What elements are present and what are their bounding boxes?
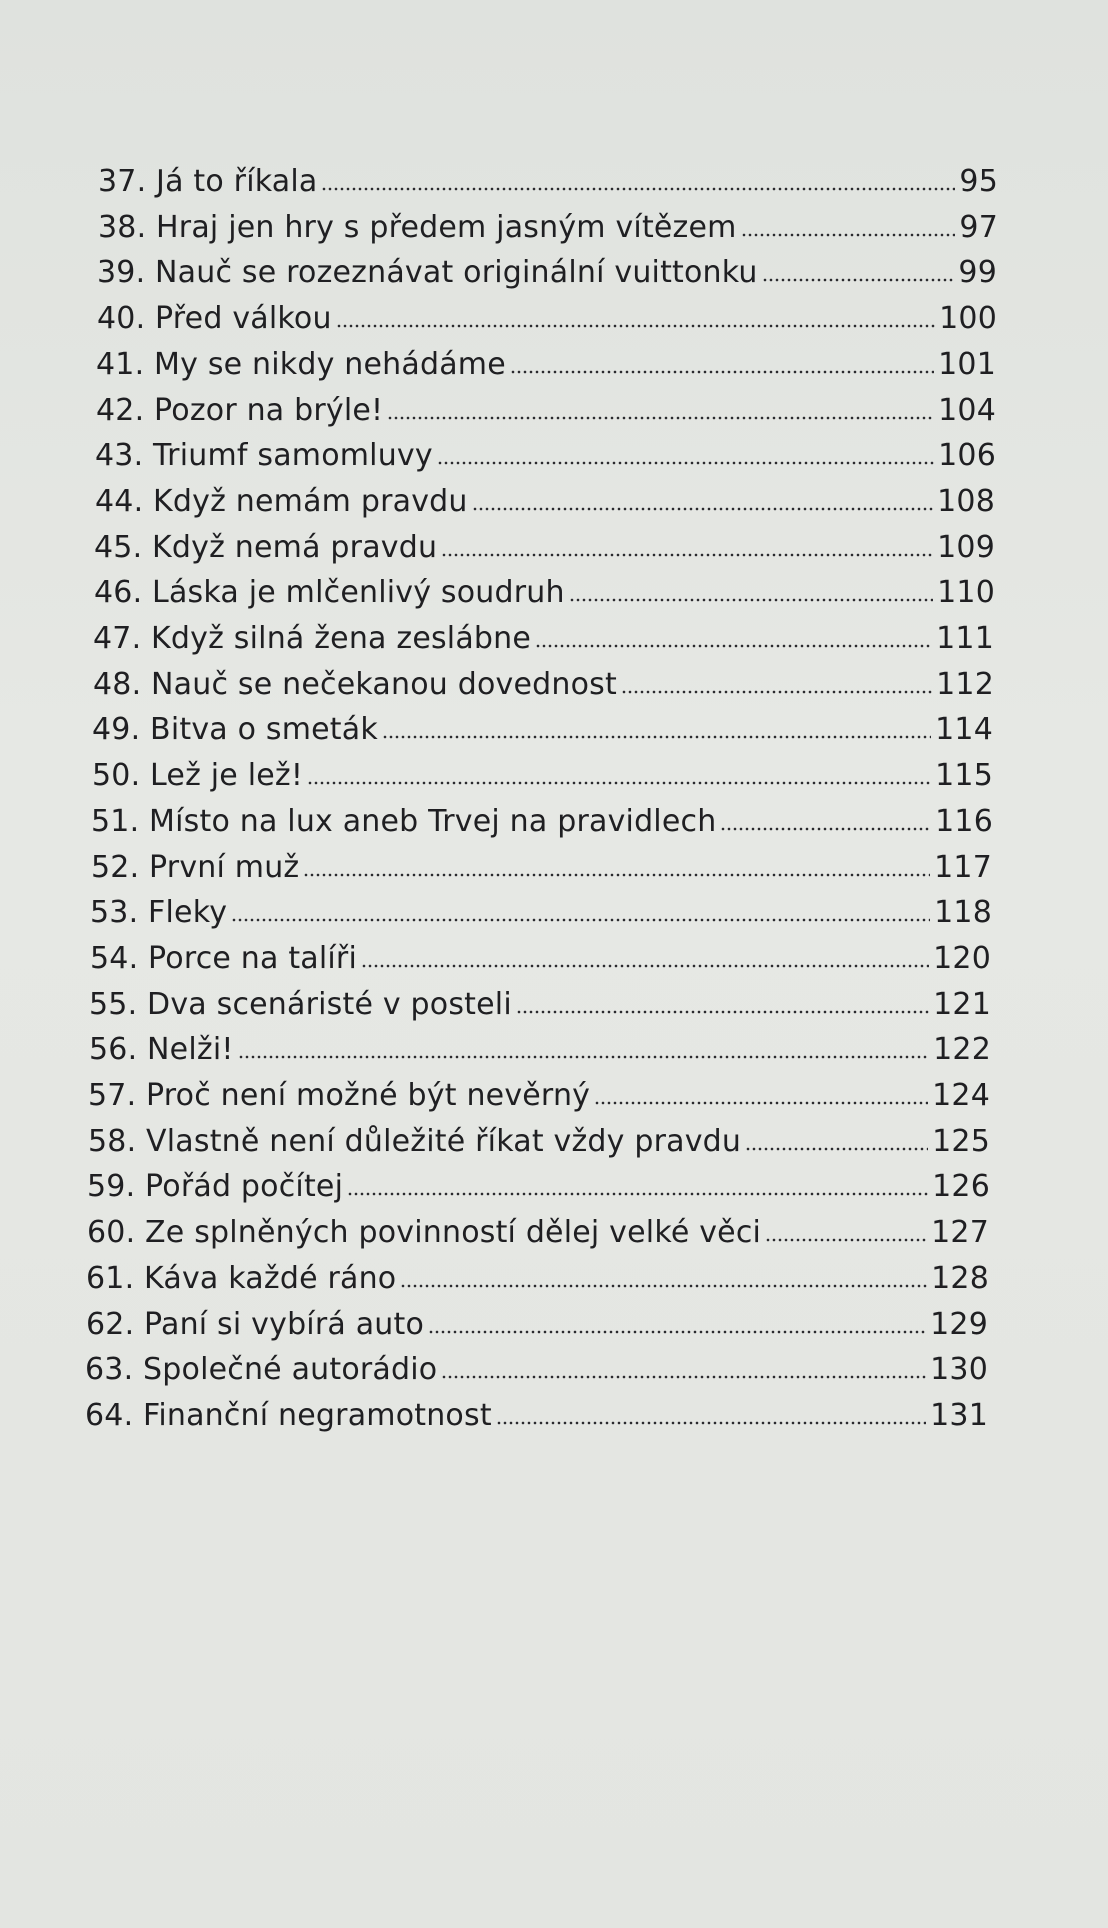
toc-entry-page-number: 106 xyxy=(938,438,996,473)
toc-entry-page-number: 110 xyxy=(937,575,995,610)
toc-entry xyxy=(98,154,998,200)
toc-entry xyxy=(87,1159,990,1205)
toc-entry-page-number: 115 xyxy=(935,758,993,793)
toc-entry-page-number: 108 xyxy=(937,484,995,519)
toc-entry-page-number: 128 xyxy=(931,1261,989,1296)
dot-leader xyxy=(741,231,956,239)
toc-entry xyxy=(88,1114,990,1160)
toc-entry-title: 48. Nauč se nečekanou dovednost xyxy=(93,667,617,702)
dot-leader xyxy=(762,276,955,284)
toc-entry-title: 60. Ze splněných povinností dělej velké věci xyxy=(87,1215,762,1250)
dot-leader xyxy=(382,733,931,741)
dot-leader xyxy=(472,505,934,513)
toc-entry-title: 56. Nelži! xyxy=(89,1032,234,1067)
dot-leader xyxy=(400,1282,927,1290)
toc-entry-page-number: 122 xyxy=(933,1032,991,1067)
toc-entry-page-number: 124 xyxy=(932,1078,990,1113)
toc-entry-page-number: 112 xyxy=(936,667,994,702)
dot-leader xyxy=(516,1008,929,1016)
toc-entry-title: 49. Bitva o smeták xyxy=(92,712,378,747)
toc-entry xyxy=(93,657,994,703)
toc-entry-title: 42. Pozor na brýle! xyxy=(96,393,384,428)
toc-entry xyxy=(91,794,993,840)
toc-entry-title: 52. První muž xyxy=(91,850,300,885)
toc-entry xyxy=(85,1388,988,1434)
toc-entry-page-number: 117 xyxy=(934,850,992,885)
toc-entry xyxy=(92,702,993,748)
toc-entry xyxy=(86,1297,988,1343)
toc-entry xyxy=(86,1251,989,1297)
toc-entry xyxy=(89,977,991,1023)
toc-entry-page-number: 104 xyxy=(938,393,996,428)
toc-entry xyxy=(94,520,995,566)
toc-entry-page-number: 97 xyxy=(959,210,998,245)
dot-leader xyxy=(441,1373,926,1381)
toc-entry-page-number: 126 xyxy=(932,1169,990,1204)
toc-entry-title: 58. Vlastně není důležité říkat vždy pravdu xyxy=(88,1124,742,1159)
toc-entry-title: 38. Hraj jen hry s předem jasným vítězem xyxy=(98,210,737,245)
toc-entry xyxy=(92,748,993,794)
dot-leader xyxy=(231,916,930,924)
toc-entry-title: 46. Láska je mlčenlivý soudruh xyxy=(94,575,565,610)
toc-entry-title: 57. Proč není možné být nevěrný xyxy=(88,1078,591,1113)
dot-leader xyxy=(336,322,935,330)
toc-entry xyxy=(95,474,995,520)
dot-leader xyxy=(510,368,934,376)
toc-entry-page-number: 129 xyxy=(930,1307,988,1342)
toc-entry xyxy=(97,291,997,337)
toc-entry xyxy=(88,1068,990,1114)
toc-entry-page-number: 118 xyxy=(934,895,992,930)
dot-leader xyxy=(765,1236,927,1244)
toc-entry xyxy=(96,337,996,383)
dot-leader xyxy=(321,185,955,193)
toc-entry-page-number: 116 xyxy=(935,804,993,839)
toc-entry-title: 53. Fleky xyxy=(90,895,228,930)
toc-entry-title: 64. Finanční negramotnost xyxy=(85,1398,492,1433)
toc-entry-title: 47. Když silná žena zeslábne xyxy=(93,621,532,656)
toc-entry-title: 61. Káva každé ráno xyxy=(86,1261,397,1296)
toc-entry-title: 54. Porce na talíři xyxy=(90,941,358,976)
dot-leader xyxy=(347,1190,928,1198)
toc-entry-title: 63. Společné autorádio xyxy=(85,1352,438,1387)
toc-entry xyxy=(85,1342,988,1388)
toc-entry-title: 43. Triumf samomluvy xyxy=(95,438,433,473)
dot-leader xyxy=(428,1328,926,1336)
toc-entry xyxy=(95,428,996,474)
dot-leader xyxy=(496,1419,926,1427)
toc-entry-page-number: 114 xyxy=(935,712,993,747)
dot-leader xyxy=(303,871,930,879)
dot-leader xyxy=(441,551,933,559)
toc-entry-title: 40. Před válkou xyxy=(97,301,332,336)
toc-entry xyxy=(93,611,994,657)
toc-entry xyxy=(89,1022,991,1068)
toc-entry-page-number: 95 xyxy=(959,164,998,199)
dot-leader xyxy=(361,962,929,970)
toc-entry xyxy=(87,1205,989,1251)
toc-entry-title: 50. Lež je lež! xyxy=(92,758,304,793)
toc-entry-page-number: 131 xyxy=(930,1398,988,1433)
toc-entry xyxy=(97,245,997,291)
toc-entry-title: 45. Když nemá pravdu xyxy=(94,530,438,565)
toc-entry-title: 62. Paní si vybírá auto xyxy=(86,1307,425,1342)
dot-leader xyxy=(238,1053,930,1061)
toc-entry xyxy=(94,565,995,611)
toc-entry-title: 55. Dva scenáristé v posteli xyxy=(89,987,512,1022)
toc-entry xyxy=(91,840,992,886)
toc-entry-page-number: 111 xyxy=(936,621,994,656)
toc-entry xyxy=(96,383,996,429)
toc-entry-title: 37. Já to říkala xyxy=(98,164,318,199)
toc-entry-page-number: 109 xyxy=(937,530,995,565)
dot-leader xyxy=(594,1099,928,1107)
toc-entry-page-number: 127 xyxy=(931,1215,989,1250)
dot-leader xyxy=(307,779,931,787)
toc-entry xyxy=(90,885,992,931)
toc-entry-page-number: 130 xyxy=(930,1352,988,1387)
toc-entry xyxy=(90,931,991,977)
toc-entry-title: 59. Pořád počítej xyxy=(87,1169,344,1204)
toc-entry-title: 41. My se nikdy nehádáme xyxy=(96,347,506,382)
dot-leader xyxy=(437,459,934,467)
toc-entry-page-number: 120 xyxy=(933,941,991,976)
dot-leader xyxy=(720,825,931,833)
toc-entry-page-number: 101 xyxy=(938,347,996,382)
dot-leader xyxy=(745,1145,928,1153)
toc-entry-page-number: 100 xyxy=(939,301,997,336)
dot-leader xyxy=(621,688,932,696)
dot-leader xyxy=(387,414,934,422)
toc-entry-page-number: 121 xyxy=(933,987,991,1022)
toc-entry-page-number: 99 xyxy=(958,255,997,290)
dot-leader xyxy=(569,596,933,604)
toc-entry-title: 51. Místo na lux aneb Trvej na pravidlech xyxy=(91,804,717,839)
toc-entry-title: 39. Nauč se rozeznávat originální vuittonku xyxy=(97,255,758,290)
toc-entry xyxy=(98,200,998,246)
toc-entry-title: 44. Když nemám pravdu xyxy=(95,484,468,519)
toc-entry-page-number: 125 xyxy=(932,1124,990,1159)
dot-leader xyxy=(535,642,932,650)
